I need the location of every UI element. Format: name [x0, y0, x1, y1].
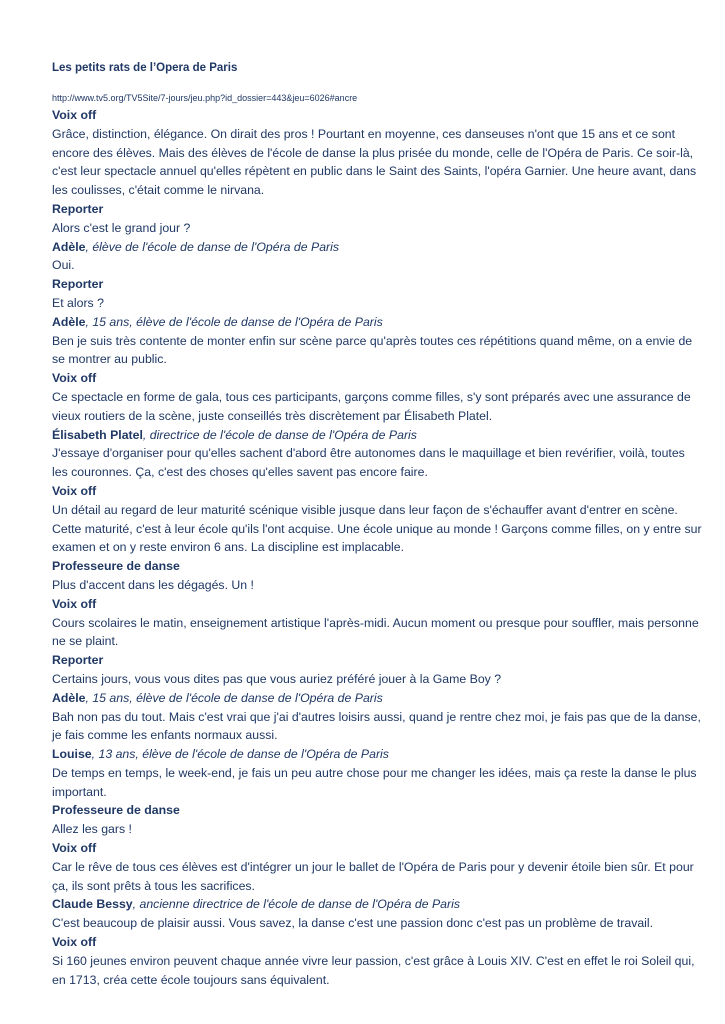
dialogue-text: Ben je suis très contente de monter enfin sur scène parce qu'après toutes ces répétitions quand même, on a envie de se montrer au public.: [52, 333, 693, 367]
dialogue-text: Grâce, distinction, élégance. On dirait des pros ! Pourtant en moyenne, ces danseuses n'ont que 15 ans et ce sont encore des élèves. Mais des élèves de l'école de danse la plus prisée du monde, celle de l'Opéra de Paris. Ce soir-là, c'est leur spectacle annuel qu'elles répètent en public dans le Saint des Saints, l'opéra Garnier. Une heure avant, dans les coulisses, c'était comme le nirvana.: [52, 126, 697, 198]
speaker-name: Adèle: [52, 314, 86, 329]
speaker-line: [52, 651, 702, 670]
speaker-line: [52, 369, 702, 388]
speaker-line: [52, 689, 702, 708]
speaker-name: Reporter: [52, 653, 104, 668]
speaker-name: Voix off: [52, 935, 97, 950]
speaker-role: , 13 ans, élève de l'école de danse de l'Opéra de Paris: [91, 747, 389, 762]
speaker-name: Adèle: [52, 690, 86, 705]
dialogue-text: Et alors ?: [52, 295, 104, 310]
speaker-name: Louise: [52, 747, 92, 762]
dialogue-text: Si 160 jeunes environ peuvent chaque année vivre leur passion, c'est grâce à Louis XIV. C'est en effet le roi Soleil qui, en 1713, créa cette école toujours sans équivalent.: [52, 953, 695, 987]
dialogue-text: Bah non pas du tout. Mais c'est vrai que j'ai d'autres loisirs aussi, quand je rentre chez moi, je fais pas que de la danse, je fais comme les enfants normaux aussi.: [52, 709, 701, 743]
speaker-name: Élisabeth Platel: [52, 427, 143, 442]
speaker-name: Claude Bessy: [52, 897, 133, 912]
speaker-line: [52, 557, 702, 576]
dialogue-text: Allez les gars !: [52, 822, 132, 837]
speaker-line: [52, 200, 702, 219]
dialogue-text: Certains jours, vous vous dites pas que vous auriez préféré jouer à la Game Boy ?: [52, 671, 502, 686]
dialogue-text: Plus d'accent dans les dégagés. Un !: [52, 577, 254, 592]
speaker-name: Professeure de danse: [52, 559, 180, 574]
speaker-role: , 15 ans, élève de l'école de danse de l'Opéra de Paris: [85, 690, 383, 705]
speaker-name: Voix off: [52, 483, 97, 498]
document-title: Les petits rats de l’Opera de Paris: [52, 62, 238, 74]
speaker-line: [52, 482, 702, 501]
speaker-role: , directrice de l'école de danse de l'Opéra de Paris: [142, 427, 417, 442]
speaker-line: [52, 426, 702, 445]
dialogue-text: Alors c'est le grand jour ?: [52, 220, 191, 235]
speaker-line: [52, 801, 702, 820]
dialogue-text: J'essaye d'organiser pour qu'elles sachent d'abord être autonomes dans le maquillage et bien revérifier, voilà, toutes les couronnes. Ça, c'est des choses qu'elles savent pas encore faire.: [52, 446, 685, 480]
speaker-name: Voix off: [52, 108, 97, 122]
dialogue-text: Car le rêve de tous ces élèves est d'intégrer un jour le ballet de l'Opéra de Paris pour y devenir étoile bien sûr. Et pour ça, ils sont prêts à tous les sacrifices.: [52, 859, 694, 893]
dialogue-text: C'est beaucoup de plaisir aussi. Vous savez, la danse c'est une passion donc c'est pas un problème de travail.: [52, 916, 654, 931]
dialogue-text: Un détail au regard de leur maturité scénique visible jusque dans leur façon de s'échauffer avant d'entrer en scène. Cette maturité, c'est à leur école qu'ils l'ont acquise. Une école unique au monde ! Garçons comme filles, on y entre sur examen et on y reste environ 6 ans. La discipline est implacable.: [52, 502, 702, 555]
speaker-line: [52, 595, 702, 614]
source-url: http://www.tv5.org/TV5Site/7-jours/jeu.php?id_dossier=443&jeu=6026#ancre: [52, 93, 358, 103]
speaker-name: Reporter: [52, 201, 104, 216]
speaker-line: [52, 106, 702, 125]
speaker-line: [52, 745, 702, 764]
speaker-line: [52, 313, 702, 332]
dialogue-text: Ce spectacle en forme de gala, tous ces participants, garçons comme filles, s'y sont préparés avec une assurance de vieux routiers de la scène, juste conseillés très discrètement par Élisabeth Platel.: [52, 389, 691, 423]
speaker-role: , élève de l'école de danse de l'Opéra de Paris: [85, 239, 340, 254]
speaker-name: Voix off: [52, 841, 97, 856]
speaker-line: [52, 238, 702, 257]
dialogue-text: Cours scolaires le matin, enseignement artistique l'après-midi. Aucun moment ou presque pour souffler, mais personne ne se plaint.: [52, 615, 699, 649]
transcript: [52, 106, 702, 989]
dialogue-text: De temps en temps, le week-end, je fais un peu autre chose pour me changer les idées, mais ça reste la danse le plus important.: [52, 765, 697, 799]
speaker-role: , ancienne directrice de l'école de danse de l'Opéra de Paris: [132, 897, 461, 912]
speaker-role: , 15 ans, élève de l'école de danse de l'Opéra de Paris: [85, 314, 383, 329]
speaker-line: [52, 839, 702, 858]
speaker-name: Voix off: [52, 371, 97, 386]
speaker-line: [52, 933, 702, 952]
speaker-name: Adèle: [52, 239, 86, 254]
speaker-name: Voix off: [52, 596, 97, 611]
speaker-name: Reporter: [52, 277, 104, 292]
dialogue-text: Oui.: [52, 258, 75, 273]
speaker-line: [52, 895, 702, 914]
speaker-line: [52, 275, 702, 294]
speaker-name: Professeure de danse: [52, 803, 180, 818]
